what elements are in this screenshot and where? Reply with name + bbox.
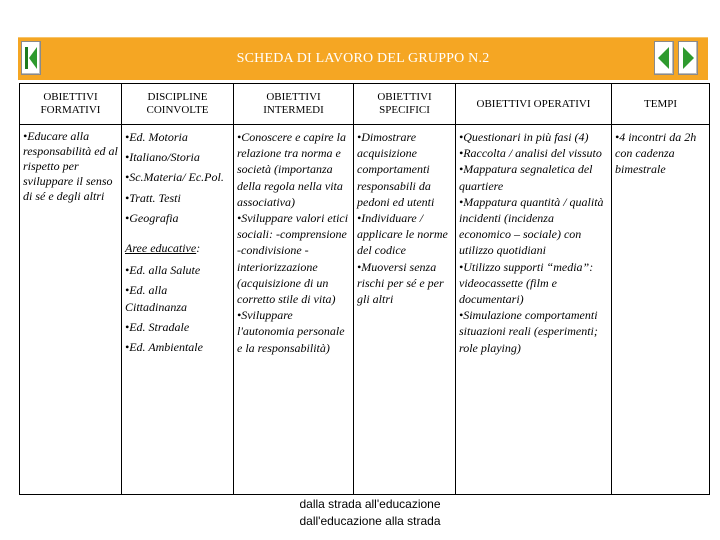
table-row bbox=[20, 125, 710, 495]
cell-obiettivi-formativi bbox=[20, 125, 122, 495]
list-item: •Individuare / applicare le norme del codice bbox=[357, 211, 448, 258]
cell-obiettivi-operativi bbox=[456, 125, 612, 495]
cell-obiettivi-specifici bbox=[354, 125, 456, 495]
page-title: SCHEDA DI LAVORO DEL GRUPPO N.2 bbox=[236, 51, 490, 66]
footer-line-2: dall'educazione alla strada bbox=[299, 514, 441, 528]
list-item: •Italiano/Storia bbox=[125, 150, 200, 165]
header-tempi: TEMPI bbox=[612, 84, 710, 125]
header-discipline-coinvolte: DISCIPLINE COINVOLTE bbox=[122, 84, 234, 125]
list-item: •Mappatura quantità / qualità incidenti (incidenza economico – sociale) con utilizzo quotidiani bbox=[459, 194, 604, 258]
header-obiettivi-formativi: OBIETTIVI FORMATIVI bbox=[20, 84, 122, 125]
list-item: •Ed. alla Cittadinanza bbox=[125, 283, 188, 314]
list-item: •Sviluppare l'autonomia personale e la responsabilità) bbox=[237, 308, 345, 355]
list-item: •Conoscere e capire la relazione tra norma e società (importanza della regola nella vita associativa) bbox=[237, 130, 346, 209]
list-item: •Muoversi senza rischi per sé e per gli altri bbox=[357, 259, 444, 307]
cell-obiettivi-intermedi bbox=[234, 125, 354, 495]
list-item: •Tratt. Testi bbox=[125, 190, 181, 205]
list-item: •Ed. Motoria bbox=[125, 130, 188, 144]
list-item: •Questionari in più fasi (4) bbox=[459, 130, 589, 144]
header-obiettivi-operativi: OBIETTIVI OPERATIVI bbox=[456, 84, 612, 125]
next-slide-icon bbox=[679, 42, 697, 74]
list-item: •Ed. alla Salute bbox=[125, 263, 201, 278]
list-item: •Geografia bbox=[125, 210, 179, 225]
list-item: •Mappatura segnaletica del quartiere bbox=[459, 162, 593, 193]
list-item: •Raccolta / analisi del vissuto bbox=[459, 146, 602, 161]
list-item: •Utilizzo supporti “media”: videocassette (film e documentari) bbox=[459, 259, 594, 307]
list-item: •Sviluppare valori etici sociali: -comprensione -condivisione -interiorizzazione (acquisizione di un corretto stile di vita) bbox=[237, 211, 349, 307]
next-slide-button[interactable] bbox=[678, 41, 698, 75]
aree-educative-heading: Aree educative: bbox=[125, 241, 201, 256]
header-row bbox=[20, 84, 710, 125]
header-obiettivi-specifici: OBIETTIVI SPECIFICI bbox=[354, 84, 456, 125]
title-banner bbox=[18, 37, 708, 80]
footer-motto bbox=[270, 496, 470, 530]
tempi-text: •4 incontri da 2h con cadenza bimestrale bbox=[615, 130, 697, 177]
formativi-text: •Educare alla responsabilità ed al rispetto per sviluppare il senso di sé e degli altri bbox=[23, 129, 118, 203]
list-item: •Ed. Ambientale bbox=[125, 340, 203, 355]
work-sheet-table bbox=[19, 83, 710, 495]
header-obiettivi-intermedi: OBIETTIVI INTERMEDI bbox=[234, 84, 354, 125]
previous-slide-button[interactable] bbox=[654, 41, 674, 75]
list-item: •Ed. Stradale bbox=[125, 319, 190, 334]
list-item: •Dimostrare acquisizione comportamenti responsabili da pedoni ed utenti bbox=[357, 130, 435, 209]
cell-tempi bbox=[612, 125, 710, 495]
previous-slide-icon bbox=[655, 42, 673, 74]
list-item: •Simulazione comportamenti situazioni reali (esperimenti; role playing) bbox=[459, 308, 598, 355]
footer-line-1: dalla strada all'educazione bbox=[299, 497, 441, 511]
cell-discipline-coinvolte bbox=[122, 125, 234, 495]
list-item: •Sc.Materia/ Ec.Pol. bbox=[125, 170, 224, 185]
